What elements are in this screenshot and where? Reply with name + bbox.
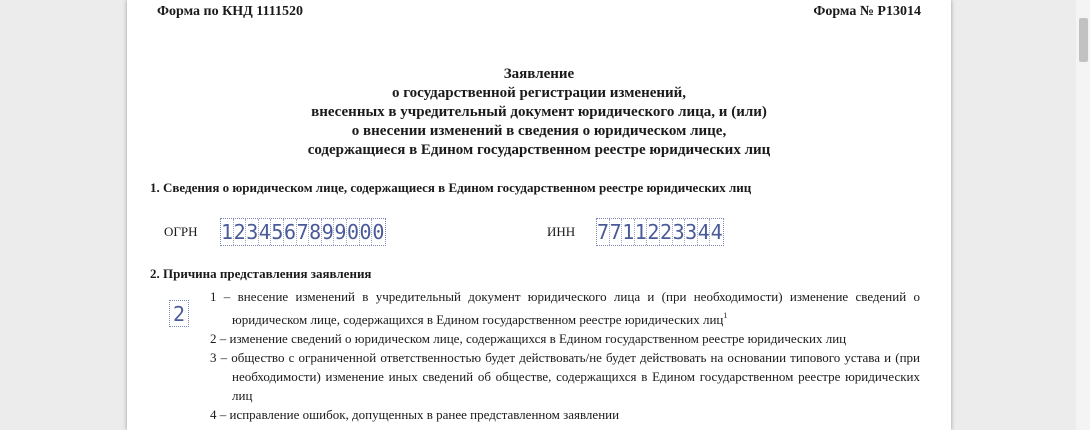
- title-line: о внесении изменений в сведения о юридическом лице,: [351, 123, 727, 139]
- inn-digit-cell: 4: [710, 220, 723, 244]
- form-number: Форма № Р13014: [813, 4, 921, 19]
- reason-option-4: [210, 405, 920, 424]
- vertical-scrollbar[interactable]: [1076, 0, 1090, 430]
- inn-digit-cell: 1: [634, 220, 647, 244]
- ogrn-digit-cell: 1: [221, 220, 234, 244]
- inn-digit-cell: 3: [672, 220, 685, 244]
- ogrn-digit-cell: 8: [309, 220, 322, 244]
- ogrn-label: ОГРН: [164, 224, 198, 239]
- inn-digit-cell: 7: [597, 220, 610, 244]
- section-1-heading: 1. Сведения о юридическом лице, содержащиеся в Едином государственном реестре юридических лиц: [150, 180, 752, 195]
- ogrn-digit-cell: 7: [296, 220, 309, 244]
- inn-digit-cell: 2: [659, 220, 673, 244]
- document-title: [127, 65, 951, 160]
- ogrn-digit-cell: 9: [321, 220, 334, 244]
- title-line: о государственной регистрации изменений,: [391, 85, 687, 101]
- scrollbar-thumb[interactable]: [1079, 18, 1088, 62]
- title-line: Заявление: [503, 66, 575, 82]
- option-text: 4 – исправление ошибок, допущенных в ранее представленном заявлении: [210, 407, 620, 422]
- document-page: [127, 0, 951, 430]
- form-knd-code: Форма по КНД 1111520: [157, 4, 303, 19]
- reason-option-1: [210, 287, 920, 329]
- option-text: 1 – внесение изменений в учредительный документ юридического лица и (при необходимости) изменение сведений о юридическом лице, содержащихся в Едином государственном реестре юридических лиц: [210, 289, 920, 327]
- inn-digit-cell: 1: [622, 220, 635, 244]
- ogrn-digit-cell: 9: [334, 220, 347, 244]
- inn-digit-cell: 2: [647, 220, 660, 244]
- ogrn-digit-cell: 5: [271, 220, 284, 244]
- inn-digit-cell: 4: [697, 220, 710, 244]
- option-text: 2 – изменение сведений о юридическом лице, содержащихся в Едином государственном реестре юридических лиц: [210, 331, 847, 346]
- reason-option-3: [210, 348, 920, 405]
- reason-options-list: [210, 287, 920, 424]
- inn-digit-cell: 7: [609, 220, 622, 244]
- ogrn-digit-cell: 3: [246, 220, 259, 244]
- ogrn-digit-cell: 0: [346, 220, 359, 244]
- title-line: содержащиеся в Едином государственном реестре юридических лиц: [307, 142, 771, 158]
- inn-label: ИНН: [547, 224, 576, 239]
- ogrn-digit-cell: 0: [372, 220, 385, 244]
- ogrn-digit-cell: 0: [359, 220, 372, 244]
- footnote-marker: 1: [723, 311, 728, 320]
- section-2-heading: 2. Причина представления заявления: [150, 266, 372, 281]
- option-text: 3 – общество с ограниченной ответственностью будет действовать/не будет действовать на основании типового устава и (при необходимости) изменение иных сведений об обществе, содержащихся в Едином государственном реестре юридических лиц: [210, 350, 920, 403]
- title-line: внесенных в учредительный документ юридического лица, и (или): [311, 104, 767, 120]
- ogrn-field[interactable]: [220, 218, 386, 246]
- reason-code-field[interactable]: 2: [169, 300, 189, 327]
- ogrn-digit-cell: 2: [233, 220, 246, 244]
- inn-digit-cell: 3: [685, 220, 698, 244]
- ogrn-digit-cell: 4: [258, 220, 271, 244]
- ogrn-digit-cell: 6: [283, 220, 297, 244]
- reason-option-2: [210, 329, 920, 348]
- inn-field[interactable]: [596, 218, 724, 246]
